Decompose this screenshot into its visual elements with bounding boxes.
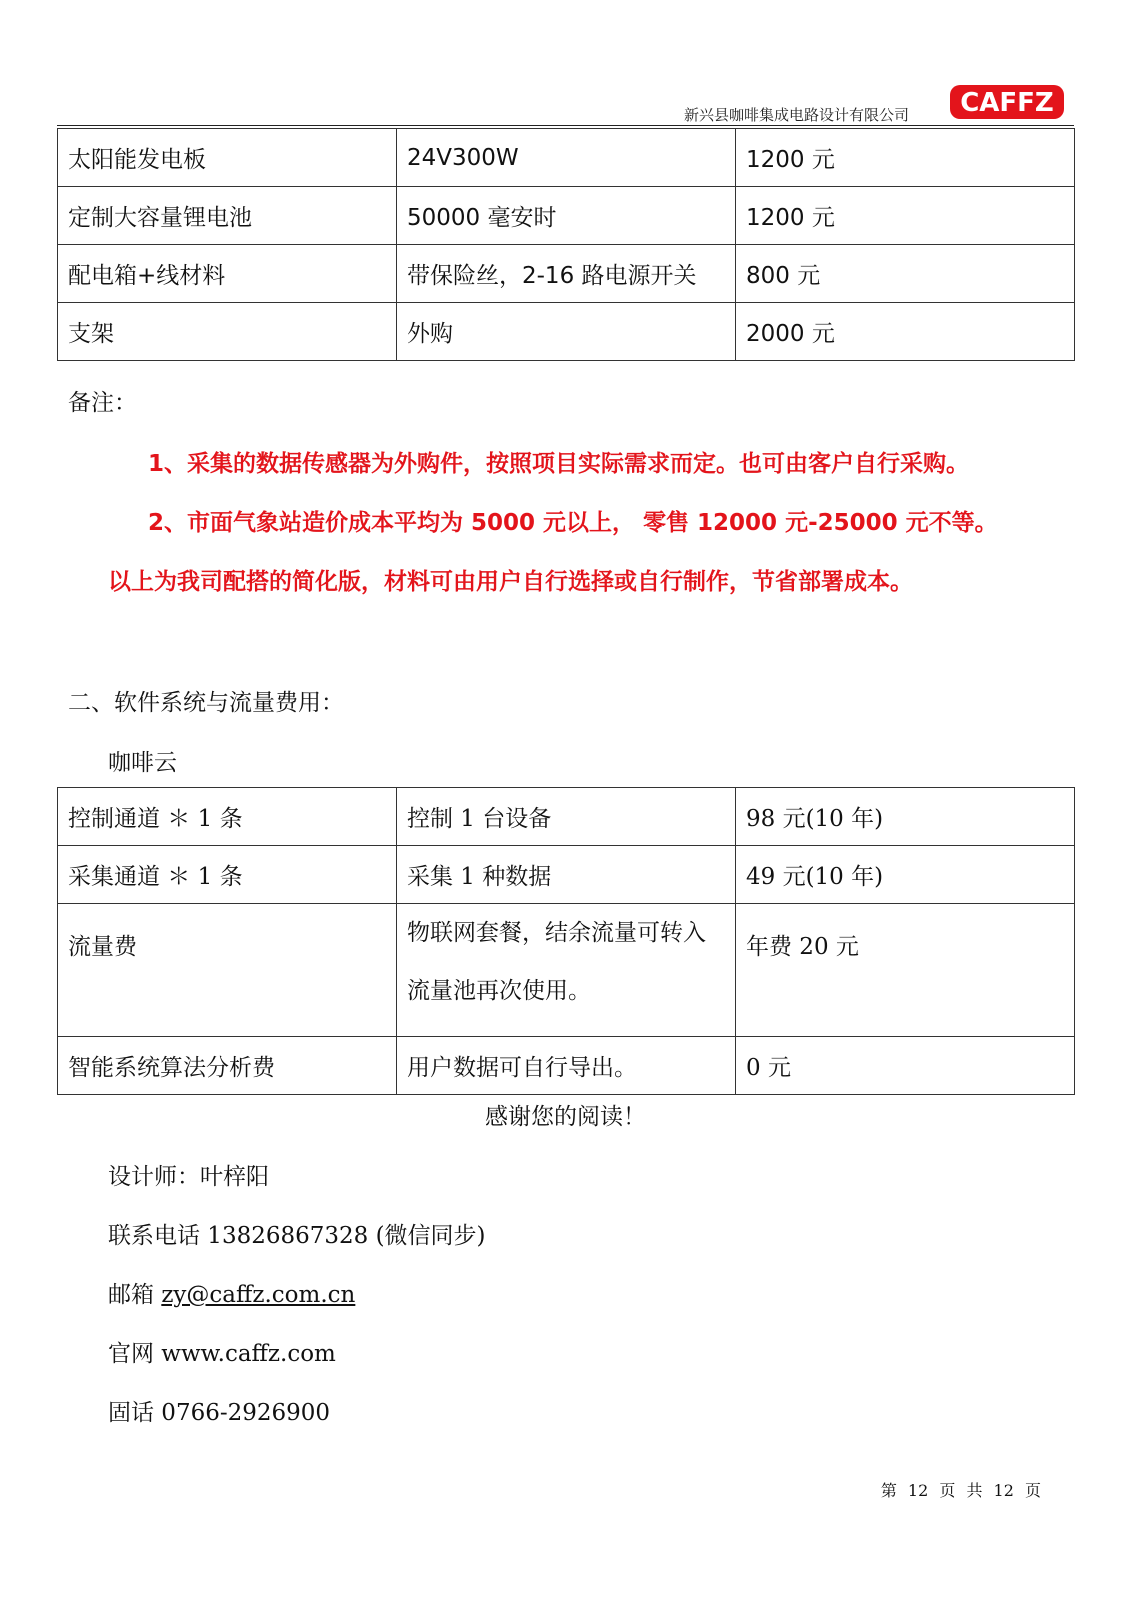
table-cell: 定制大容量锂电池 [58,187,397,245]
page-number: 第 12 页 共 12 页 [880,1481,1041,1500]
table-cell: 智能系统算法分析费 [58,1037,397,1095]
table-cell: 2000 元 [736,303,1075,361]
table-cell: 支架 [58,303,397,361]
table-row [58,129,1075,187]
table-cell: 配电箱+线材料 [58,245,397,303]
table-cell: 流量费 [58,904,397,1037]
email-label: 邮箱 [108,1282,162,1308]
table-cell: 50000 毫安时 [397,187,736,245]
table-cell: 采集 1 种数据 [397,846,736,904]
email-link[interactable]: zy@caffz.com.cn [161,1282,356,1308]
caffz-logo [948,83,1066,121]
section-subtitle: 咖啡云 [108,750,177,776]
table-cell: 物联网套餐，结余流量可转入流量池再次使用。 [397,904,736,1037]
table-cell: 1200 元 [736,187,1075,245]
table-cell: 0 元 [736,1037,1075,1095]
table-cell: 带保险丝，2-16 路电源开关 [397,245,736,303]
table-cell: 控制通道 ＊ 1 条 [58,788,397,846]
table-cell: 采集通道 ＊ 1 条 [58,846,397,904]
table-cell: 24V300W [397,129,736,187]
website-line: 官网 www.caffz.com [108,1341,336,1367]
note-line-1: 1、采集的数据传感器为外购件，按照项目实际需求而定。也可由客户自行采购。 [148,451,970,477]
landline-line: 固话 0766-2926900 [108,1400,331,1426]
phone-line: 联系电话 13826867328 (微信同步) [108,1223,486,1249]
table-row [58,788,1075,846]
table-row [58,846,1075,904]
note-line-2: 2、市面气象站造价成本平均为 5000 元以上， 零售 12000 元-25000 元不等。 [148,510,998,536]
thanks-text: 感谢您的阅读！ [485,1104,646,1130]
table-row [58,904,1075,1037]
section-title: 二、软件系统与流量费用： [68,690,344,716]
hardware-cost-table [57,128,1075,361]
header-divider [57,125,1074,126]
software-cost-table [57,787,1075,1095]
table-row [58,245,1075,303]
table-row [58,303,1075,361]
table-cell: 太阳能发电板 [58,129,397,187]
table-cell: 800 元 [736,245,1075,303]
table-cell: 外购 [397,303,736,361]
company-name: 新兴县咖啡集成电路设计有限公司 [684,106,910,124]
table-row [58,1037,1075,1095]
table-cell: 用户数据可自行导出。 [397,1037,736,1095]
table-cell: 年费 20 元 [736,904,1075,1037]
note-line-3: 以上为我司配搭的简化版，材料可由用户自行选择或自行制作，节省部署成本。 [108,569,913,595]
table-cell: 98 元(10 年) [736,788,1075,846]
table-row [58,187,1075,245]
logo-text: CAFFZ [960,88,1054,118]
table-cell: 控制 1 台设备 [397,788,736,846]
notes-label: 备注： [68,390,137,416]
email-line [108,1276,355,1309]
table-cell: 1200 元 [736,129,1075,187]
table-cell: 49 元(10 年) [736,846,1075,904]
designer-line: 设计师：叶梓阳 [108,1164,269,1190]
